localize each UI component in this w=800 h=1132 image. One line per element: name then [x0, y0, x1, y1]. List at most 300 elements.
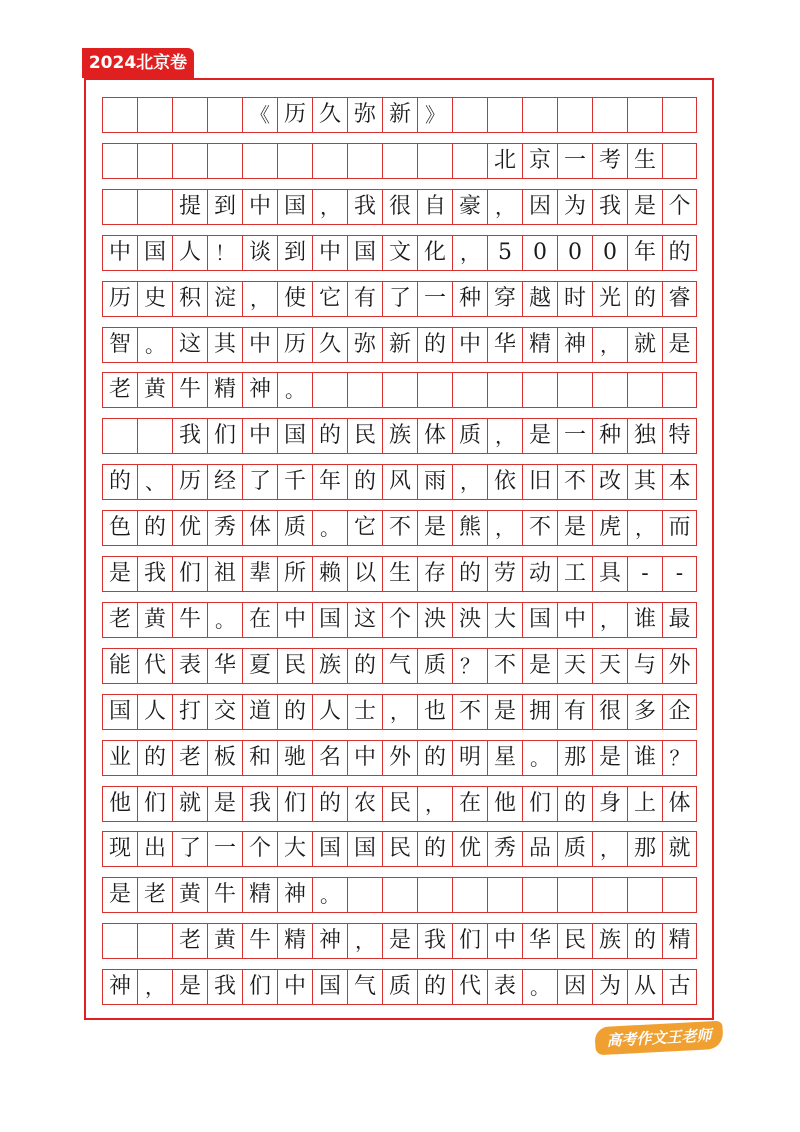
grid-cell: 品 — [522, 831, 557, 867]
grid-cell: 种 — [592, 418, 627, 454]
grid-cell: 拥 — [522, 694, 557, 730]
grid-cell-empty — [347, 877, 382, 913]
grid-cell: 有 — [347, 281, 382, 317]
grid-cell: 弥 — [347, 327, 382, 363]
grid-cell: 0 — [557, 235, 592, 271]
grid-cell: 是 — [102, 556, 137, 592]
grid-cell: 这 — [172, 327, 207, 363]
grid-cell: 劳 — [487, 556, 522, 592]
grid-cell: 国 — [102, 694, 137, 730]
essay-row — [102, 281, 697, 317]
grid-cell: 。 — [207, 602, 242, 638]
grid-cell: 雨 — [417, 464, 452, 500]
grid-cell: 了 — [242, 464, 277, 500]
grid-cell: 的 — [277, 694, 312, 730]
grid-cell: 光 — [592, 281, 627, 317]
grid-cell: 是 — [172, 969, 207, 1005]
grid-cell: 老 — [137, 877, 172, 913]
grid-cell: 中 — [277, 969, 312, 1005]
grid-cell: 年 — [627, 235, 662, 271]
grid-cell: 谁 — [627, 740, 662, 776]
grid-cell: 外 — [662, 648, 697, 684]
grid-cell-empty — [102, 97, 137, 133]
grid-cell: ， — [627, 510, 662, 546]
grid-cell: 外 — [382, 740, 417, 776]
grid-cell: 赖 — [312, 556, 347, 592]
grid-cell: ， — [592, 831, 627, 867]
grid-cell: 而 — [662, 510, 697, 546]
grid-cell: 星 — [487, 740, 522, 776]
grid-cell: 国 — [277, 189, 312, 225]
grid-cell: 是 — [382, 923, 417, 959]
grid-cell: 业 — [102, 740, 137, 776]
grid-cell: 的 — [347, 648, 382, 684]
grid-cell: 我 — [592, 189, 627, 225]
grid-cell-empty — [452, 143, 487, 179]
grid-cell: 久 — [312, 327, 347, 363]
grid-cell: 天 — [592, 648, 627, 684]
grid-cell: 一 — [557, 418, 592, 454]
grid-cell: 0 — [522, 235, 557, 271]
grid-cell: 那 — [627, 831, 662, 867]
grid-cell: 们 — [452, 923, 487, 959]
grid-cell: 谈 — [242, 235, 277, 271]
grid-cell: 个 — [662, 189, 697, 225]
grid-cell: 积 — [172, 281, 207, 317]
grid-cell: 。 — [522, 969, 557, 1005]
grid-cell: 神 — [277, 877, 312, 913]
grid-cell: 精 — [242, 877, 277, 913]
grid-cell: 改 — [592, 464, 627, 500]
grid-cell: 。 — [312, 510, 347, 546]
grid-cell: 不 — [487, 648, 522, 684]
grid-cell-empty — [592, 877, 627, 913]
grid-cell: 中 — [312, 235, 347, 271]
grid-cell: 越 — [522, 281, 557, 317]
grid-cell: 它 — [347, 510, 382, 546]
grid-cell-empty — [137, 923, 172, 959]
grid-cell-empty — [172, 97, 207, 133]
grid-cell: 的 — [417, 831, 452, 867]
grid-cell: 我 — [242, 786, 277, 822]
grid-cell-empty — [137, 143, 172, 179]
grid-cell: 新 — [382, 327, 417, 363]
grid-cell: 我 — [347, 189, 382, 225]
grid-cell: 质 — [557, 831, 592, 867]
grid-cell-empty — [102, 189, 137, 225]
grid-cell: - — [627, 556, 662, 592]
grid-cell: 是 — [557, 510, 592, 546]
grid-cell: 国 — [277, 418, 312, 454]
grid-cell: 一 — [207, 831, 242, 867]
grid-cell: 气 — [347, 969, 382, 1005]
grid-cell: 国 — [347, 235, 382, 271]
essay-row — [102, 556, 697, 592]
grid-cell: 民 — [382, 786, 417, 822]
grid-cell: 体 — [662, 786, 697, 822]
grid-cell: 国 — [522, 602, 557, 638]
grid-cell-empty — [662, 877, 697, 913]
essay-row — [102, 602, 697, 638]
grid-cell: 不 — [522, 510, 557, 546]
grid-cell-empty — [522, 97, 557, 133]
grid-cell: 辈 — [242, 556, 277, 592]
grid-cell: 中 — [487, 923, 522, 959]
grid-cell-empty — [137, 418, 172, 454]
essay-row — [102, 648, 697, 684]
grid-cell: 表 — [487, 969, 522, 1005]
grid-cell: ， — [487, 189, 522, 225]
grid-cell: ， — [592, 602, 627, 638]
grid-cell: 因 — [522, 189, 557, 225]
grid-cell: 本 — [662, 464, 697, 500]
grid-cell: ， — [452, 464, 487, 500]
grid-cell: 国 — [137, 235, 172, 271]
grid-cell: ， — [417, 786, 452, 822]
essay-row — [102, 510, 697, 546]
grid-cell: 是 — [592, 740, 627, 776]
grid-cell-empty — [557, 97, 592, 133]
grid-cell: 驰 — [277, 740, 312, 776]
grid-cell: 神 — [312, 923, 347, 959]
grid-cell: 们 — [242, 969, 277, 1005]
grid-cell-empty — [662, 143, 697, 179]
grid-cell-empty — [557, 877, 592, 913]
grid-cell: 出 — [137, 831, 172, 867]
grid-cell: 最 — [662, 602, 697, 638]
grid-cell: 泱 — [452, 602, 487, 638]
grid-cell: 不 — [557, 464, 592, 500]
grid-cell: 历 — [277, 97, 312, 133]
grid-cell: 道 — [242, 694, 277, 730]
grid-cell: 久 — [312, 97, 347, 133]
grid-cell-empty — [277, 143, 312, 179]
grid-cell: 存 — [417, 556, 452, 592]
grid-cell: 的 — [137, 510, 172, 546]
grid-cell-empty — [347, 372, 382, 408]
grid-cell: 历 — [172, 464, 207, 500]
grid-cell: 精 — [662, 923, 697, 959]
grid-cell: 在 — [242, 602, 277, 638]
grid-cell: 人 — [137, 694, 172, 730]
grid-cell: 人 — [312, 694, 347, 730]
grid-cell: 我 — [172, 418, 207, 454]
grid-cell: 国 — [312, 969, 347, 1005]
grid-cell: 神 — [102, 969, 137, 1005]
grid-cell: 到 — [207, 189, 242, 225]
grid-cell: 质 — [417, 648, 452, 684]
grid-cell: 国 — [312, 602, 347, 638]
grid-cell: 能 — [102, 648, 137, 684]
grid-cell: 族 — [382, 418, 417, 454]
grid-cell: 是 — [102, 877, 137, 913]
grid-cell: 特 — [662, 418, 697, 454]
grid-cell: 了 — [172, 831, 207, 867]
grid-cell: 色 — [102, 510, 137, 546]
grid-cell: 泱 — [417, 602, 452, 638]
grid-cell: 夏 — [242, 648, 277, 684]
grid-cell: 的 — [347, 464, 382, 500]
author-row — [102, 143, 697, 179]
grid-cell: 国 — [312, 831, 347, 867]
grid-cell: 民 — [347, 418, 382, 454]
grid-cell: 人 — [172, 235, 207, 271]
grid-cell: 《 — [242, 97, 277, 133]
grid-cell: 中 — [277, 602, 312, 638]
essay-row — [102, 877, 697, 913]
grid-cell: 们 — [207, 418, 242, 454]
grid-cell: 是 — [487, 694, 522, 730]
grid-cell-empty — [452, 372, 487, 408]
grid-cell: 到 — [277, 235, 312, 271]
grid-cell: 老 — [172, 740, 207, 776]
grid-cell: 我 — [417, 923, 452, 959]
grid-cell: 企 — [662, 694, 697, 730]
grid-cell: 的 — [627, 923, 662, 959]
grid-cell-empty — [137, 97, 172, 133]
grid-cell: 精 — [277, 923, 312, 959]
grid-cell: 种 — [452, 281, 487, 317]
grid-cell: 中 — [102, 235, 137, 271]
grid-cell: 千 — [277, 464, 312, 500]
grid-cell: 这 — [347, 602, 382, 638]
grid-cell: 那 — [557, 740, 592, 776]
grid-cell: ， — [312, 189, 347, 225]
grid-cell: 是 — [522, 418, 557, 454]
grid-cell: 。 — [277, 372, 312, 408]
grid-cell-empty — [522, 877, 557, 913]
grid-cell: 动 — [522, 556, 557, 592]
grid-cell: 一 — [417, 281, 452, 317]
grid-cell: 就 — [627, 327, 662, 363]
grid-cell-empty — [102, 418, 137, 454]
grid-cell: ， — [487, 418, 522, 454]
grid-cell-empty — [627, 877, 662, 913]
grid-cell-empty — [557, 372, 592, 408]
grid-cell: 的 — [312, 418, 347, 454]
grid-cell: ， — [452, 235, 487, 271]
grid-cell: 华 — [207, 648, 242, 684]
title-row — [102, 97, 697, 133]
grid-cell: 旧 — [522, 464, 557, 500]
grid-cell: 体 — [417, 418, 452, 454]
grid-cell: 与 — [627, 648, 662, 684]
grid-cell-empty — [417, 877, 452, 913]
grid-cell: 牛 — [172, 372, 207, 408]
grid-cell: 工 — [557, 556, 592, 592]
grid-cell: 的 — [557, 786, 592, 822]
grid-cell: 也 — [417, 694, 452, 730]
grid-cell: 交 — [207, 694, 242, 730]
essay-row — [102, 969, 697, 1005]
grid-cell: 老 — [172, 923, 207, 959]
grid-cell: 明 — [452, 740, 487, 776]
grid-cell: 中 — [242, 189, 277, 225]
grid-cell: 天 — [557, 648, 592, 684]
grid-cell: 中 — [242, 327, 277, 363]
grid-cell: 黄 — [207, 923, 242, 959]
grid-cell-empty — [522, 372, 557, 408]
grid-cell-empty — [137, 189, 172, 225]
grid-cell: 智 — [102, 327, 137, 363]
grid-cell: 是 — [417, 510, 452, 546]
grid-cell: ， — [592, 327, 627, 363]
grid-cell: 我 — [137, 556, 172, 592]
grid-cell-empty — [487, 97, 522, 133]
grid-cell: 史 — [137, 281, 172, 317]
grid-cell: 依 — [487, 464, 522, 500]
grid-cell-empty — [592, 372, 627, 408]
grid-cell: 使 — [277, 281, 312, 317]
grid-cell: 新 — [382, 97, 417, 133]
grid-cell: 族 — [312, 648, 347, 684]
grid-cell: 优 — [172, 510, 207, 546]
grid-cell: 生 — [627, 143, 662, 179]
grid-cell: 。 — [312, 877, 347, 913]
grid-cell: 个 — [242, 831, 277, 867]
grid-cell: 现 — [102, 831, 137, 867]
grid-cell: 秀 — [487, 831, 522, 867]
grid-cell: 风 — [382, 464, 417, 500]
grid-cell: 淀 — [207, 281, 242, 317]
grid-cell-empty — [662, 97, 697, 133]
grid-cell-empty — [312, 143, 347, 179]
grid-cell: 弥 — [347, 97, 382, 133]
grid-cell: 华 — [487, 327, 522, 363]
grid-cell: 。 — [137, 327, 172, 363]
grid-cell: 的 — [452, 556, 487, 592]
author-watermark: 高考作文王老师 — [594, 1021, 723, 1056]
grid-cell: 表 — [172, 648, 207, 684]
grid-cell: 中 — [452, 327, 487, 363]
grid-cell: 质 — [277, 510, 312, 546]
essay-row — [102, 327, 697, 363]
essay-row — [102, 464, 697, 500]
grid-cell-empty — [417, 372, 452, 408]
grid-cell: ， — [382, 694, 417, 730]
grid-cell: 民 — [557, 923, 592, 959]
grid-cell-empty — [382, 372, 417, 408]
grid-cell: 牛 — [172, 602, 207, 638]
grid-cell-empty — [102, 923, 137, 959]
grid-cell: 0 — [592, 235, 627, 271]
grid-cell: 睿 — [662, 281, 697, 317]
grid-cell-empty — [207, 143, 242, 179]
grid-cell-empty — [382, 877, 417, 913]
grid-cell: 5 — [487, 235, 522, 271]
essay-row — [102, 740, 697, 776]
grid-cell: 熊 — [452, 510, 487, 546]
essay-row — [102, 694, 697, 730]
grid-cell-empty — [592, 97, 627, 133]
grid-cell: 虎 — [592, 510, 627, 546]
grid-cell: 华 — [522, 923, 557, 959]
grid-cell: 秀 — [207, 510, 242, 546]
grid-cell: - — [662, 556, 697, 592]
grid-cell: 不 — [382, 510, 417, 546]
grid-cell: 牛 — [207, 877, 242, 913]
grid-cell: 因 — [557, 969, 592, 1005]
grid-cell: 中 — [242, 418, 277, 454]
grid-cell: 经 — [207, 464, 242, 500]
essay-row — [102, 418, 697, 454]
grid-cell: 打 — [172, 694, 207, 730]
grid-cell: 自 — [417, 189, 452, 225]
grid-cell: 历 — [277, 327, 312, 363]
grid-cell: 为 — [592, 969, 627, 1005]
grid-cell: 是 — [522, 648, 557, 684]
essay-row — [102, 189, 697, 225]
grid-cell: 农 — [347, 786, 382, 822]
grid-cell-empty — [452, 877, 487, 913]
grid-cell: ！ — [207, 235, 242, 271]
grid-cell: 所 — [277, 556, 312, 592]
grid-cell: 质 — [452, 418, 487, 454]
grid-cell-empty — [347, 143, 382, 179]
grid-cell: 谁 — [627, 602, 662, 638]
grid-cell-empty — [102, 143, 137, 179]
grid-cell: 考 — [592, 143, 627, 179]
essay-row — [102, 831, 697, 867]
grid-cell: 的 — [102, 464, 137, 500]
grid-cell: 老 — [102, 602, 137, 638]
grid-cell: 中 — [557, 602, 592, 638]
grid-cell: 民 — [382, 831, 417, 867]
grid-cell: 》 — [417, 97, 452, 133]
grid-cell: ， — [137, 969, 172, 1005]
grid-cell: 很 — [592, 694, 627, 730]
grid-cell: 古 — [662, 969, 697, 1005]
grid-cell: 老 — [102, 372, 137, 408]
grid-cell: 和 — [242, 740, 277, 776]
grid-cell: 质 — [382, 969, 417, 1005]
grid-cell: 黄 — [137, 602, 172, 638]
grid-cell: 国 — [347, 831, 382, 867]
grid-cell: 身 — [592, 786, 627, 822]
grid-cell: 精 — [207, 372, 242, 408]
grid-cell: 就 — [172, 786, 207, 822]
grid-cell: 是 — [207, 786, 242, 822]
grid-cell: 们 — [172, 556, 207, 592]
grid-cell: 黄 — [172, 877, 207, 913]
grid-cell: 们 — [277, 786, 312, 822]
grid-cell: 多 — [627, 694, 662, 730]
grid-cell: 的 — [662, 235, 697, 271]
grid-cell-empty — [627, 97, 662, 133]
grid-cell: 是 — [662, 327, 697, 363]
grid-cell-empty — [417, 143, 452, 179]
essay-row — [102, 786, 697, 822]
grid-cell: 穿 — [487, 281, 522, 317]
grid-cell: 们 — [522, 786, 557, 822]
grid-cell-empty — [312, 372, 347, 408]
grid-cell: 具 — [592, 556, 627, 592]
grid-cell: 们 — [137, 786, 172, 822]
grid-cell: 他 — [102, 786, 137, 822]
grid-cell: 精 — [522, 327, 557, 363]
grid-cell: 生 — [382, 556, 417, 592]
grid-cell: 年 — [312, 464, 347, 500]
grid-cell: 祖 — [207, 556, 242, 592]
grid-cell: 黄 — [137, 372, 172, 408]
grid-cell: 、 — [137, 464, 172, 500]
grid-cell: 神 — [557, 327, 592, 363]
grid-cell: 的 — [417, 740, 452, 776]
grid-cell: 其 — [627, 464, 662, 500]
grid-cell-empty — [172, 143, 207, 179]
grid-cell: 代 — [137, 648, 172, 684]
grid-cell: 北 — [487, 143, 522, 179]
